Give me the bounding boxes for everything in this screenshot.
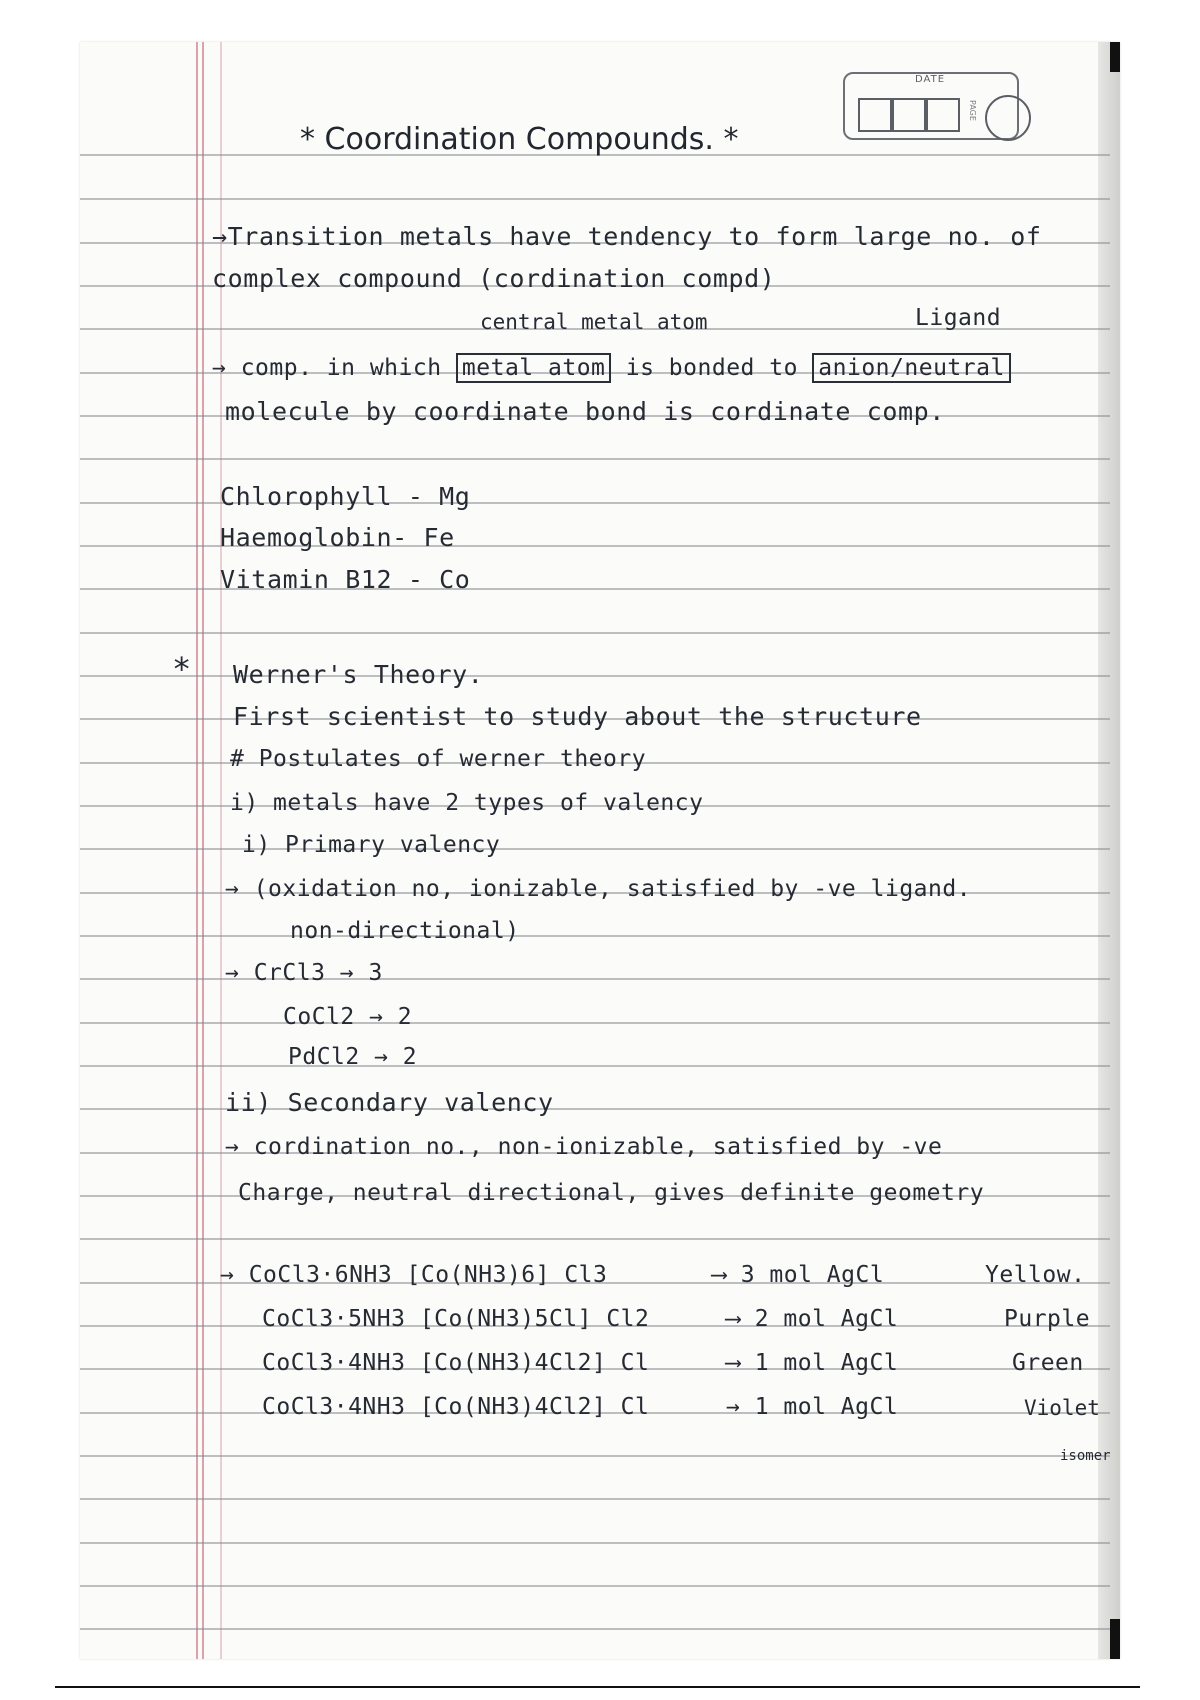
definition-box-ligand: anion/neutral: [812, 353, 1011, 383]
binding-bottom: [1110, 1619, 1120, 1659]
annotation-ligand: Ligand: [915, 305, 1002, 331]
ruled-line: [80, 1238, 1110, 1240]
page-title: * Coordination Compounds. *: [300, 122, 739, 157]
ruled-line: [80, 1498, 1110, 1500]
complex-result: ⟶ 2 mol AgCl: [726, 1306, 899, 1332]
ruled-line: [80, 1455, 1110, 1457]
complex-result: ⟶ 1 mol AgCl: [726, 1350, 899, 1376]
date-cell: [858, 98, 892, 132]
ruled-line: [80, 1022, 1110, 1024]
complex-color: Yellow.: [985, 1262, 1086, 1288]
isomer-note: isomer: [1060, 1448, 1111, 1464]
ruled-line: [80, 1628, 1110, 1630]
annotation-central: central metal atom: [480, 310, 708, 334]
primary-heading: i) Primary valency: [242, 832, 501, 858]
secondary-desc-1: → cordination no., non-ionizable, satisfied by -ve: [225, 1134, 943, 1160]
bottom-rule: [55, 1686, 1140, 1688]
definition-box-metal: metal atom: [456, 353, 611, 383]
example-line: Vitamin B12 - Co: [220, 565, 471, 594]
primary-desc-2: non-directional): [290, 918, 520, 944]
binding-top: [1110, 42, 1120, 72]
primary-example: PdCl2 → 2: [288, 1044, 418, 1070]
definition-line-1: [212, 355, 1011, 381]
date-label: DATE: [915, 74, 946, 85]
date-cell: [892, 98, 926, 132]
star-bullet: *: [172, 650, 192, 688]
werner-heading: Werner's Theory.: [233, 660, 484, 689]
ruled-line: [80, 632, 1110, 634]
primary-desc-1: → (oxidation no, ionizable, satisfied by -ve ligand.: [225, 876, 972, 902]
complex-result: → 1 mol AgCl: [726, 1394, 899, 1420]
intro-line-1: →Transition metals have tendency to form large no. of: [212, 222, 1042, 251]
complex-formula: CoCl3·5NH3 [Co(NH3)5Cl] Cl2: [262, 1306, 650, 1332]
complex-color: Violet: [1024, 1396, 1100, 1420]
date-circle: [985, 95, 1031, 141]
definition-mid: is bonded to: [625, 355, 798, 381]
date-side-label: PAGE: [968, 100, 977, 121]
postulates-heading: # Postulates of werner theory: [230, 746, 647, 772]
complex-color: Purple: [1004, 1306, 1091, 1332]
ruled-line: [80, 848, 1110, 850]
definition-prefix: → comp. in which: [212, 355, 442, 381]
ruled-line: [80, 198, 1110, 200]
date-cell: [926, 98, 960, 132]
complex-color: Green: [1012, 1350, 1084, 1376]
ruled-line: [80, 1585, 1110, 1587]
definition-line-2: molecule by coordinate bond is cordinate comp.: [225, 397, 945, 426]
ruled-line: [80, 458, 1110, 460]
complex-formula: CoCl3·4NH3 [Co(NH3)4Cl2] Cl: [262, 1394, 650, 1420]
secondary-desc-2: Charge, neutral directional, gives definite geometry: [238, 1180, 985, 1206]
ruled-line: [80, 935, 1110, 937]
postulate-1: i) metals have 2 types of valency: [230, 790, 704, 816]
primary-example: → CrCl3 → 3: [225, 960, 383, 986]
intro-line-2: complex compound (cordination compd): [212, 264, 776, 293]
complex-formula: CoCl3·4NH3 [Co(NH3)4Cl2] Cl: [262, 1350, 650, 1376]
secondary-heading: ii) Secondary valency: [225, 1088, 554, 1117]
ruled-line: [80, 1542, 1110, 1544]
example-line: Chlorophyll - Mg: [220, 482, 471, 511]
primary-example: CoCl2 → 2: [283, 1004, 413, 1030]
werner-line-1: First scientist to study about the structure: [233, 702, 922, 731]
ruled-line: [80, 1065, 1110, 1067]
complex-formula: → CoCl3·6NH3 [Co(NH3)6] Cl3: [220, 1262, 608, 1288]
complex-result: ⟶ 3 mol AgCl: [712, 1262, 885, 1288]
example-line: Haemoglobin- Fe: [220, 523, 455, 552]
